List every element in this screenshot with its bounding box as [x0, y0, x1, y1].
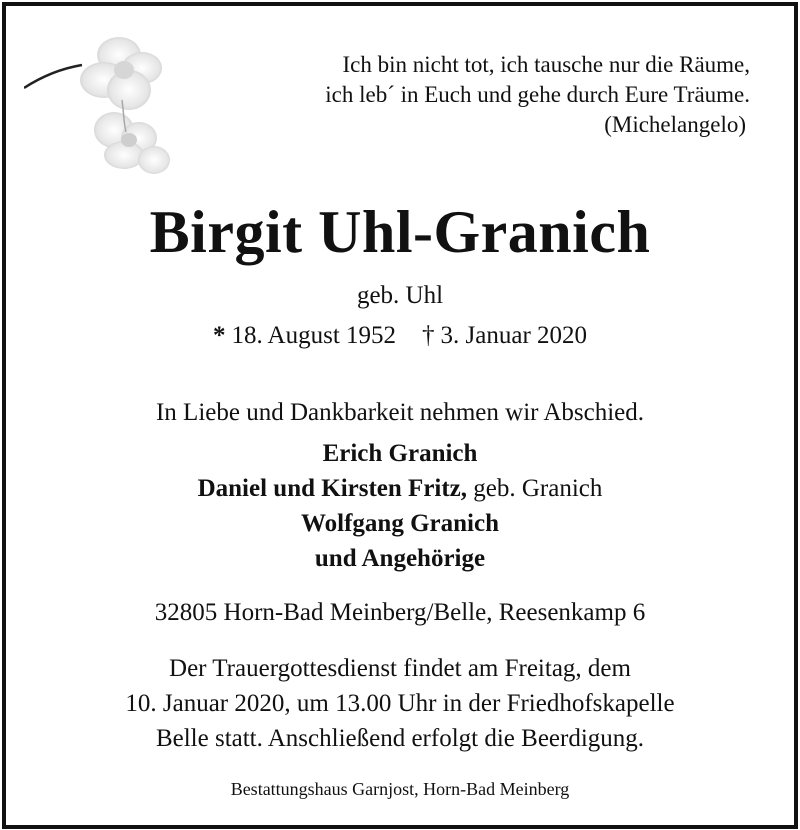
mourner-4: und Angehörige: [314, 545, 486, 572]
life-dates: [6, 319, 794, 353]
service-line-2: 10. Januar 2020, um 13.00 Uhr in der Friedhofskapelle: [125, 690, 675, 717]
death-cross-icon: †: [422, 322, 435, 349]
mourner-1: Erich Granich: [322, 440, 478, 467]
mourner-2: [6, 471, 794, 506]
birth-star-icon: *: [212, 322, 226, 349]
undertaker-credit: Bestattungshaus Garnjost, Horn-Bad Meinberg: [230, 779, 570, 799]
farewell-text: In Liebe und Dankbarkeit nehmen wir Abschied.: [155, 399, 645, 426]
orchid-flower-icon: [24, 20, 194, 190]
maiden-name: geb. Uhl: [356, 282, 444, 309]
deceased-name: Birgit Uhl-Granich: [149, 199, 651, 265]
quote-author: (Michelangelo): [604, 112, 746, 137]
service-line-3: Belle statt. Anschließend erfolgt die Beerdigung.: [155, 725, 645, 752]
mourner-2-name: Daniel und Kirsten Fritz,: [197, 475, 468, 502]
death-date: 3. Januar 2020: [440, 322, 588, 349]
mourners-list: [6, 436, 794, 576]
quote-line-2: ich leb´ in Euch und gehe durch Eure Träume.: [325, 82, 750, 107]
family-address: 32805 Horn-Bad Meinberg/Belle, Reesenkamp 6: [154, 599, 646, 626]
mourner-3: Wolfgang Granich: [301, 510, 499, 537]
service-announcement: [6, 651, 794, 756]
mourner-2-maiden: geb. Granich: [467, 475, 603, 502]
obituary-frame: [2, 2, 798, 829]
service-line-1: Der Trauergottesdienst findet am Freitag, dem: [169, 655, 631, 682]
quote-block: [325, 50, 750, 140]
quote-line-1: Ich bin nicht tot, ich tausche nur die Räume,: [342, 52, 750, 77]
birth-date: 18. August 1952: [231, 322, 397, 349]
